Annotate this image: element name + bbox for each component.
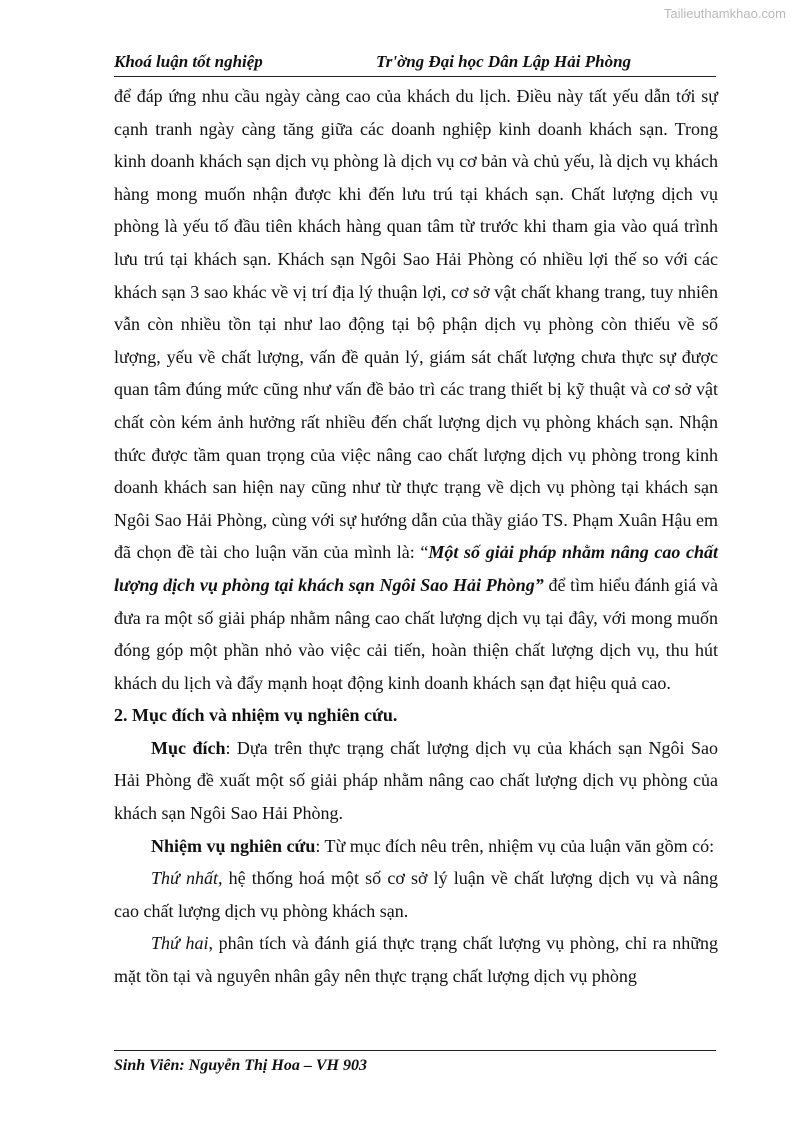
first-text: , hệ thống hoá một số cơ sở lý luận về chất lượng dịch vụ và nâng cao chất lượng dịch vụ phòng khách sạn. (114, 868, 718, 921)
body-text (114, 80, 718, 993)
purpose-text: : Dựa trên thực trạng chất lượng dịch vụ của khách sạn Ngôi Sao Hải Phòng đề xuất một số giải pháp nhằm nâng cao chất lượng dịch vụ phòng của khách sạn Ngôi Sao Hải Phòng. (114, 737, 718, 824)
purpose-label: Mục đích (151, 737, 226, 758)
task-label: Nhiệm vụ nghiên cứu (151, 835, 316, 856)
paragraph-second (114, 927, 718, 992)
thesis-title: Một số giải pháp nhằm nâng cao chất lượng dịch vụ phòng tại khách sạn Ngôi Sao Hải Phòng” (114, 542, 718, 595)
paragraph-intro (114, 80, 718, 699)
paragraph-purpose (114, 732, 718, 830)
header-university: Tr'ờng Đại học Dân Lập Hải Phòng (376, 52, 632, 71)
section-heading: 2. Mục đích và nhiệm vụ nghiên cứu. (114, 705, 398, 726)
footer-student: Sinh Viên: Nguyễn Thị Hoa – VH 903 (114, 1057, 367, 1074)
page-header (114, 50, 716, 77)
first-label: Thứ nhất (151, 868, 218, 889)
second-label: Thứ hai (151, 933, 209, 954)
page-footer (114, 1050, 716, 1075)
header-thesis-label: Khoá luận tốt nghiệp (114, 52, 263, 71)
paragraph-tasks (114, 830, 718, 863)
second-text: , phân tích và đánh giá thực trạng chất lượng vụ phòng, chỉ ra những mặt tồn tại và nguyên nhân gây nên thực trạng chất lượng dịch vụ phòng (114, 933, 718, 987)
paragraph-first (114, 862, 718, 927)
intro-text: để đáp ứng nhu cầu ngày càng cao của khách du lịch. Điều này tất yếu dẫn tới sự cạnh tranh ngày càng tăng giữa các doanh nghiệp kinh doanh khách sạn. Trong kinh doanh khách sạn dịch vụ phòng là dịch vụ cơ bản và chủ yếu, là dịch vụ khách hàng mong muốn nhận được khi đến lưu trú tại khách sạn. Chất lượng dịch vụ phòng là yếu tố đầu tiên khách hàng quan tâm từ trước khi tham gia vào quá trình lưu trú tại khách sạn. Khách sạn Ngôi Sao Hải Phòng có nhiều lợi thế so với các khách sạn 3 sao khác về vị trí địa lý thuận lợi, cơ sở vật chất khang trang, tuy nhiên vẫn còn nhiều tồn tại như lao động tại bộ phận dịch vụ phòng còn thiếu về số lượng, yếu về chất lượng, vấn đề quản lý, giám sát chất lượng chưa thực sự được quan tâm đúng mức cũng như vấn đề bảo trì các trang thiết bị kỹ thuật và cơ sở vật chất còn kém ảnh hưởng rất nhiều đến chất lượng dịch vụ phòng khách sạn. Nhận thức được tầm quan trọng của việc nâng cao chất lượng dịch vụ phòng trong kinh doanh khách san hiện nay cũng như từ thực trạng về dịch vụ phòng tại khách sạn Ngôi Sao Hải Phòng, cùng với sự hướng dẫn của thầy giáo TS. Phạm Xuân Hậu em đã chọn đề tài cho luận văn của mình là: “ (114, 86, 718, 563)
task-text: : Từ mục đích nêu trên, nhiệm vụ của luận văn gồm có: (315, 835, 715, 856)
intro-text-end: để tìm hiểu đánh giá và đưa ra một số giải pháp nhằm nâng cao chất lượng dịch vụ tại đây, với mong muốn đóng góp một phần nhỏ vào việc cải tiến, hoàn thiện chất lượng dịch vụ, thu hút khách du lịch và đẩy mạnh hoạt động kinh doanh khách sạn đạt hiệu quả cao. (114, 574, 718, 693)
watermark: Tailieuthamkhao.com (663, 6, 786, 21)
